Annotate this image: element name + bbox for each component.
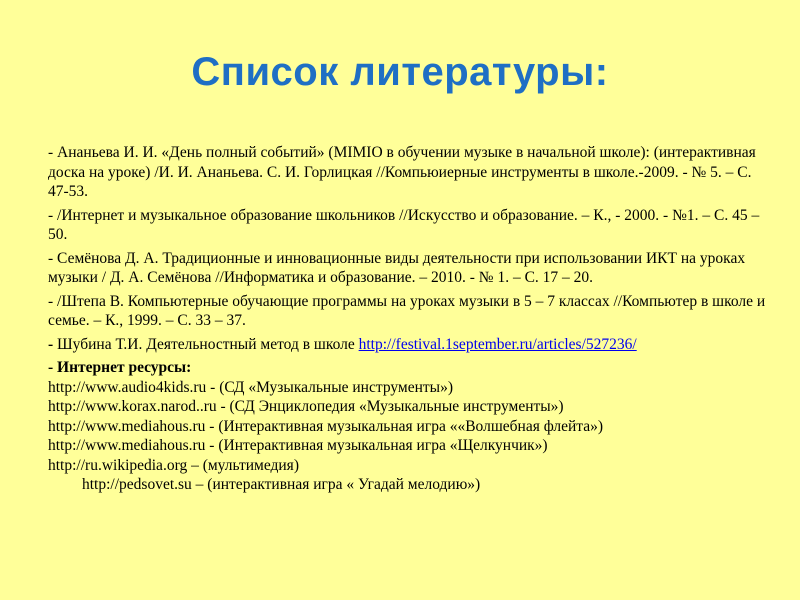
slide-title: Список литературы: [191,50,609,94]
internet-resource-line: http://www.mediahous.ru - (Интерактивная музыкальная игра «Щелкунчик») [48,437,548,454]
reference-dash: - [48,292,58,310]
reference-dash: - [48,206,58,224]
heading-dash: - [48,359,58,376]
internet-resource-line: http://www.audio4kids.ru - (СД «Музыкальные инструменты») [48,378,453,396]
heading-text: Интернет ресурсы: [57,359,192,376]
reference-item [48,143,768,202]
reference-text: Ананьева И. И. «День полный событий» (MIMIO в обучении музыке в начальной школе): (интерактивная доска на уроке) /И. И. Ананьева. С. И. Горлицкая //Компьюиерные инструменты в школе.-2009. - № 5. – С. 47-53. [48,144,756,200]
internet-resources-heading [48,358,768,378]
festival-link[interactable]: http://festival.1september.ru/articles/527236/ [358,335,637,353]
reference-text: /Интернет и музыкальное образование школьников //Искусство и образование. – К., - 2000. - №1. – С. 45 – 50. [48,206,760,243]
reference-text: Шубина Т.И. Деятельностный метод в школе [57,335,359,353]
internet-resource-line: http://www.mediahous.ru - (Интерактивная музыкальная игра ««Волшебная флейта») [48,417,604,435]
reference-dash: - [48,249,58,267]
reference-item-shubina [48,335,768,355]
reference-text: Семёнова Д. А. Традиционные и инновационные виды деятельности при использовании ИКТ на уроках музыки / Д. А. Семёнова //Информатика и образование. – 2010. - № 1. – С. 17 – 20. [48,249,746,286]
reference-list [48,143,768,495]
reference-dash: - [48,335,58,353]
internet-resource-line: http://ru.wikipedia.org – (мультимедия) [48,456,299,474]
reference-item [48,292,768,331]
internet-resource-line: http://www.korax.narod..ru - (СД Энциклопедия «Музыкальные инструменты») [48,398,564,415]
reference-item [48,249,768,288]
reference-dash: - [48,144,58,161]
reference-text: /Штепа В. Компьютерные обучающие программы на уроках музыки в 5 – 7 классах //Компьютер в школе и семье. – К., 1999. – С. 33 – 37. [48,292,766,329]
reference-item [48,206,768,245]
internet-resource-line: http://pedsovet.su – (интерактивная игра « Угадай мелодию») [82,476,481,493]
